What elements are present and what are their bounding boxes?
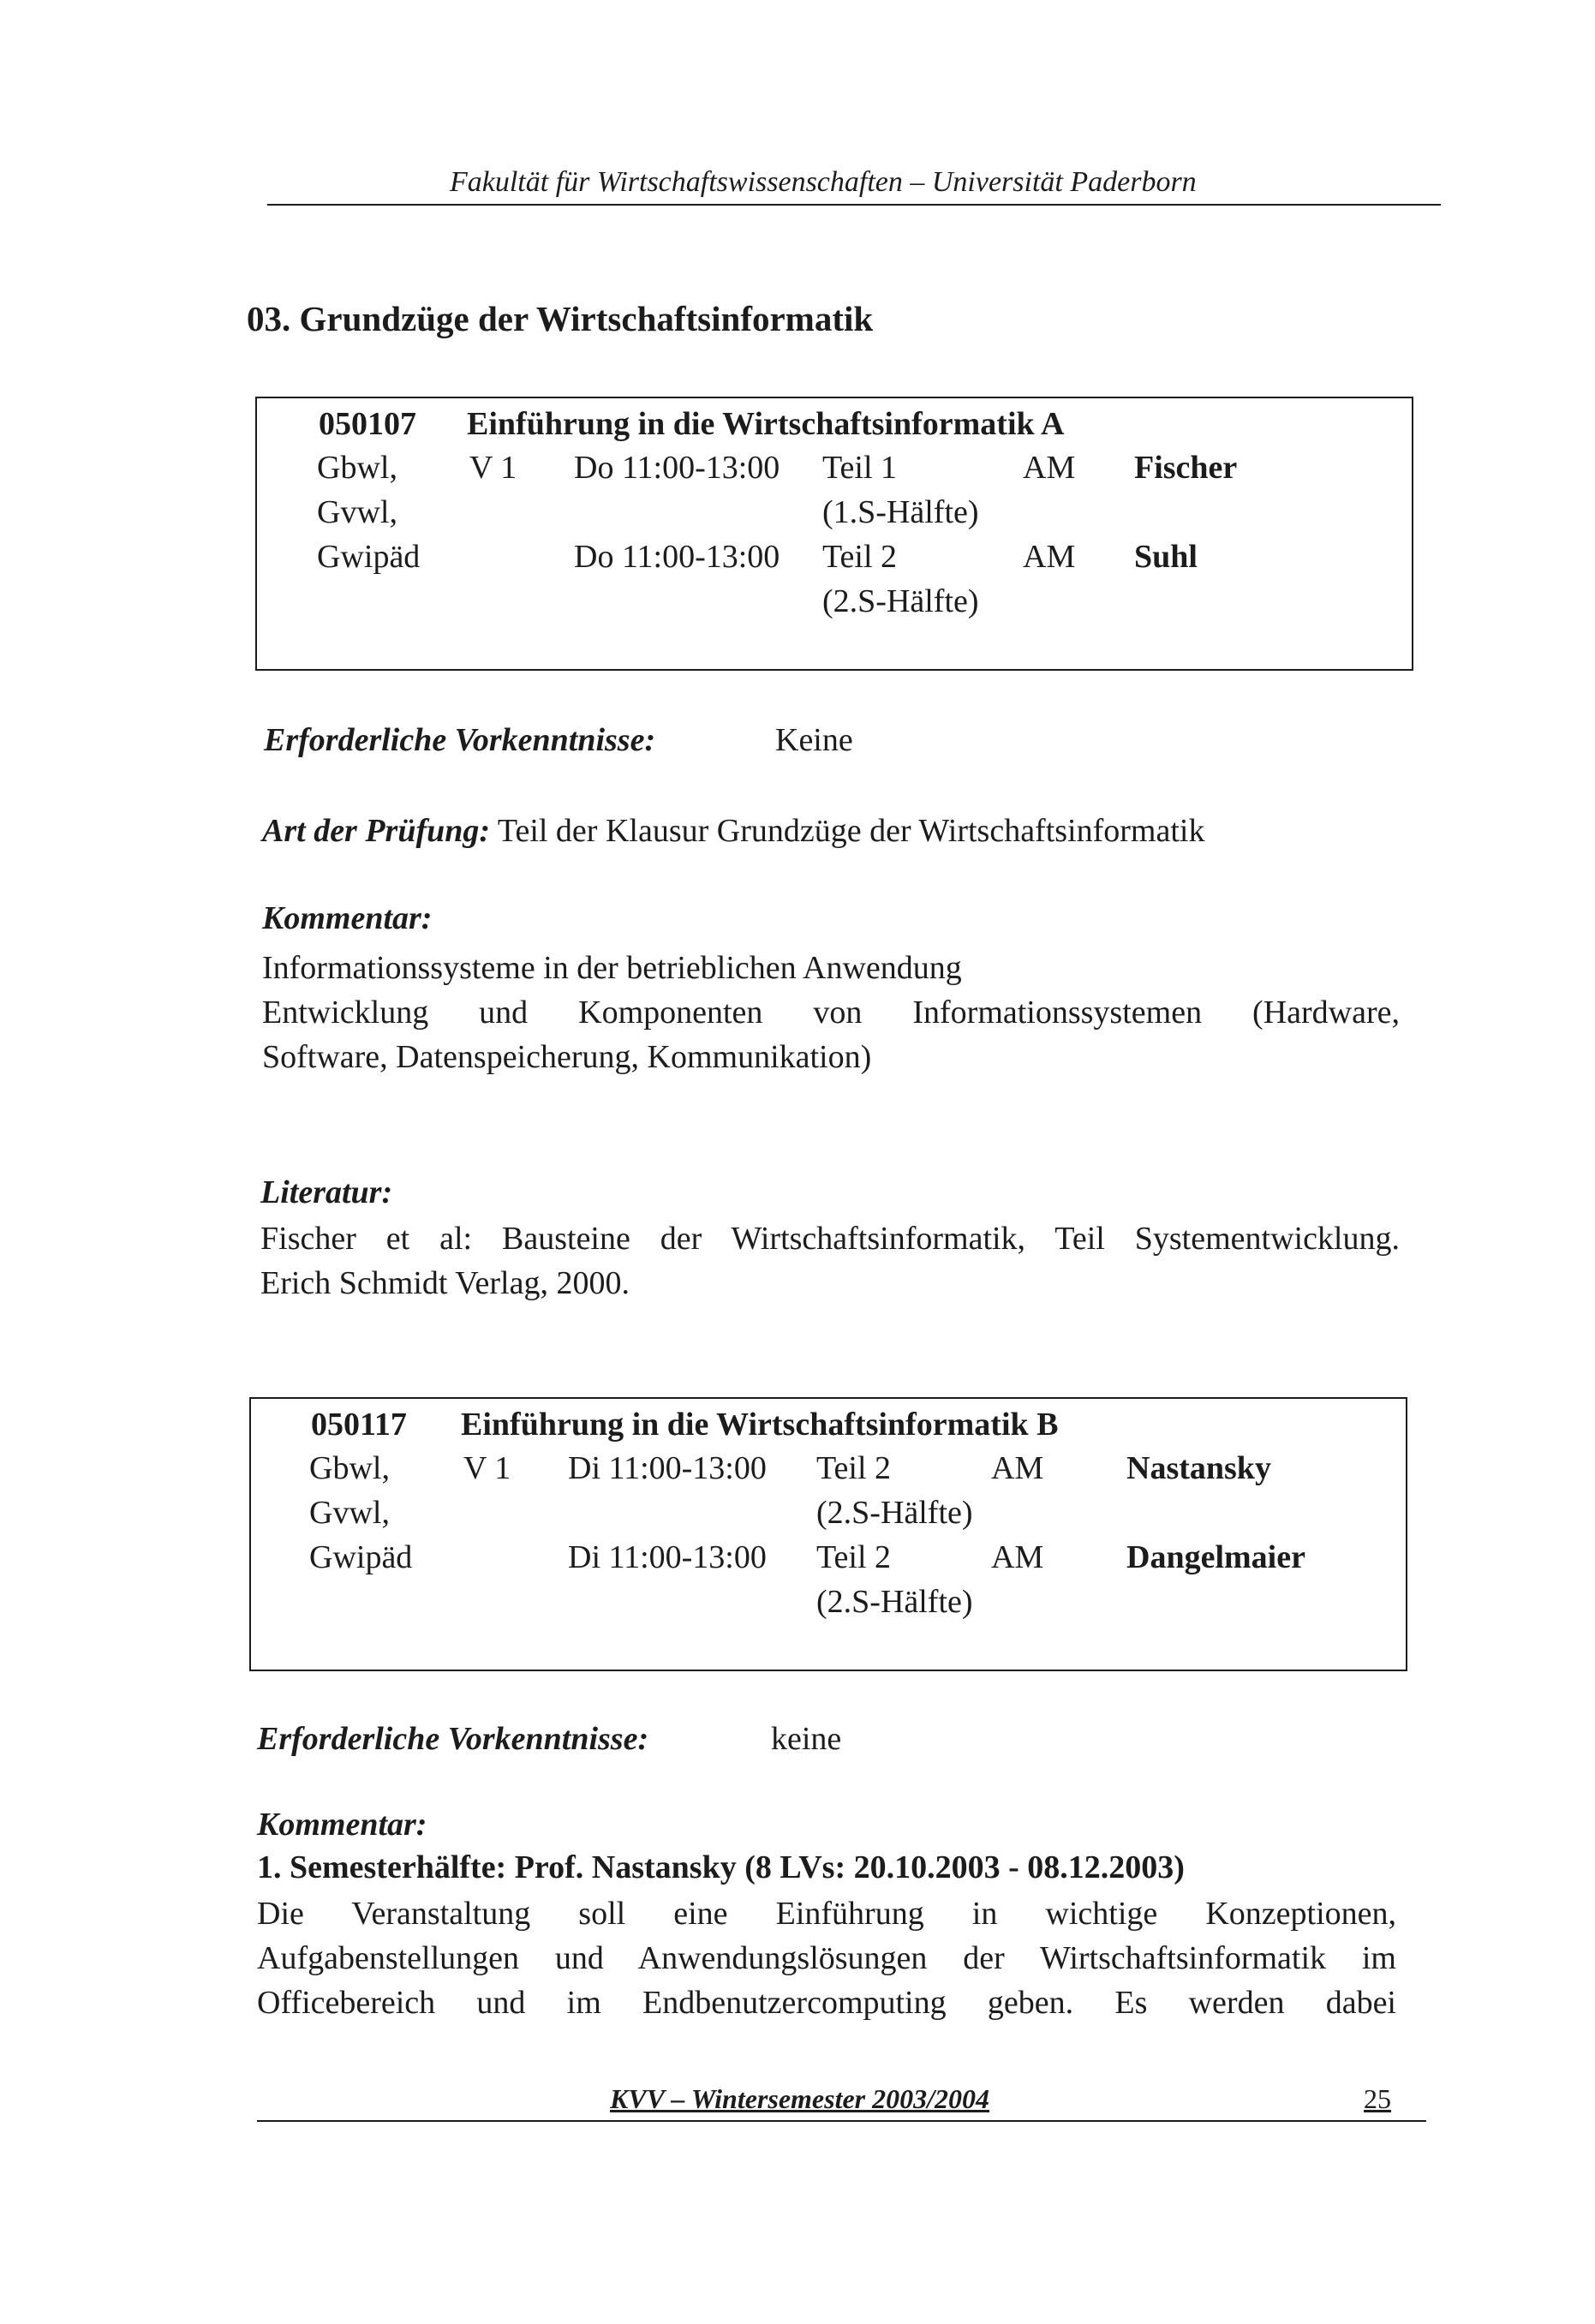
session-half: (2.S-Hälfte) xyxy=(822,583,979,619)
comment-text xyxy=(262,946,1400,1079)
session-lecturer: Suhl xyxy=(1134,539,1198,575)
course-number: 050117 xyxy=(311,1407,407,1443)
session-half: (2.S-Hälfte) xyxy=(816,1495,973,1531)
prereq-label: Erforderliche Vorkenntnisse: xyxy=(264,722,656,758)
course-type: V 1 xyxy=(463,1450,511,1486)
session-lecturer: Fischer xyxy=(1134,450,1238,486)
comment-line: Software, Datenspeicherung, Kommunikation) xyxy=(262,1039,872,1075)
audience-item: Gvwl, xyxy=(317,494,397,530)
session-room: AM xyxy=(991,1539,1044,1575)
session-time: Di 11:00-13:00 xyxy=(568,1539,767,1575)
session-room: AM xyxy=(991,1450,1044,1486)
session-lecturer: Nastansky xyxy=(1126,1450,1271,1486)
session-room: AM xyxy=(1023,450,1076,486)
comment-line: Officebereich und im Endbenutzercomputing geben. Es werden dabei xyxy=(257,1985,1396,2021)
page-header: Fakultät für Wirtschaftswissenschaften – Universität Paderborn xyxy=(450,166,1197,198)
prereq-value: Keine xyxy=(775,722,853,758)
course-number: 050107 xyxy=(319,406,416,442)
comment-line: Die Veranstaltung soll eine Einführung in wichtige Konzeptionen, xyxy=(257,1896,1396,1932)
literature-line: Fischer et al: Bausteine der Wirtschaftsinformatik, Teil Systementwicklung. xyxy=(260,1221,1400,1257)
audience-item: Gwipäd xyxy=(309,1539,413,1575)
comment-text xyxy=(257,1891,1396,2025)
exam-info xyxy=(262,812,1204,850)
comment-label: Kommentar: xyxy=(262,900,433,936)
comment-line: Aufgabenstellungen und Anwendungslösungen der Wirtschaftsinformatik im xyxy=(257,1940,1396,1976)
page-number: 25 xyxy=(1364,2083,1391,2114)
course-title: Einführung in die Wirtschaftsinformatik B xyxy=(461,1407,1059,1443)
session-room: AM xyxy=(1023,539,1076,575)
session-half: (2.S-Hälfte) xyxy=(816,1584,973,1620)
session-lecturer: Dangelmaier xyxy=(1126,1539,1305,1575)
session-half: (1.S-Hälfte) xyxy=(822,494,979,530)
session-time: Di 11:00-13:00 xyxy=(568,1450,767,1486)
course-type: V 1 xyxy=(469,450,517,486)
exam-label: Art der Prüfung: xyxy=(262,813,491,849)
session-part: Teil 2 xyxy=(816,1450,892,1486)
section-title: 03. Grundzüge der Wirtschaftsinformatik xyxy=(247,299,874,338)
literature-text xyxy=(260,1216,1400,1305)
session-part: Teil 2 xyxy=(816,1539,892,1575)
prereq-value: keine xyxy=(771,1721,842,1757)
session-part: Teil 1 xyxy=(822,450,898,486)
comment-heading: 1. Semesterhälfte: Prof. Nastansky (8 LVs: 20.10.2003 - 08.12.2003) xyxy=(257,1849,1185,1885)
literature-line: Erich Schmidt Verlag, 2000. xyxy=(260,1265,630,1301)
comment-line: Entwicklung und Komponenten von Informationssystemen (Hardware, xyxy=(262,995,1400,1031)
audience-item: Gvwl, xyxy=(309,1495,390,1531)
page-footer: KVV – Wintersemester 2003/2004 xyxy=(610,2083,990,2114)
comment-label: Kommentar: xyxy=(257,1807,427,1843)
audience-item: Gbwl, xyxy=(317,450,397,486)
session-part: Teil 2 xyxy=(822,539,898,575)
course-box-b xyxy=(249,1397,1407,1671)
literature-label: Literatur: xyxy=(260,1174,393,1210)
footer-rule xyxy=(257,2120,1426,2122)
audience-item: Gwipäd xyxy=(317,539,421,575)
header-rule xyxy=(267,204,1441,206)
exam-value: Teil der Klausur Grundzüge der Wirtschaftsinformatik xyxy=(497,813,1205,849)
course-box-a xyxy=(255,397,1413,671)
course-title: Einführung in die Wirtschaftsinformatik A xyxy=(467,406,1065,442)
session-time: Do 11:00-13:00 xyxy=(574,450,780,486)
session-time: Do 11:00-13:00 xyxy=(574,539,780,575)
comment-line: Informationssysteme in der betrieblichen Anwendung xyxy=(262,950,962,986)
audience-item: Gbwl, xyxy=(309,1450,390,1486)
prereq-label: Erforderliche Vorkenntnisse: xyxy=(257,1721,649,1757)
